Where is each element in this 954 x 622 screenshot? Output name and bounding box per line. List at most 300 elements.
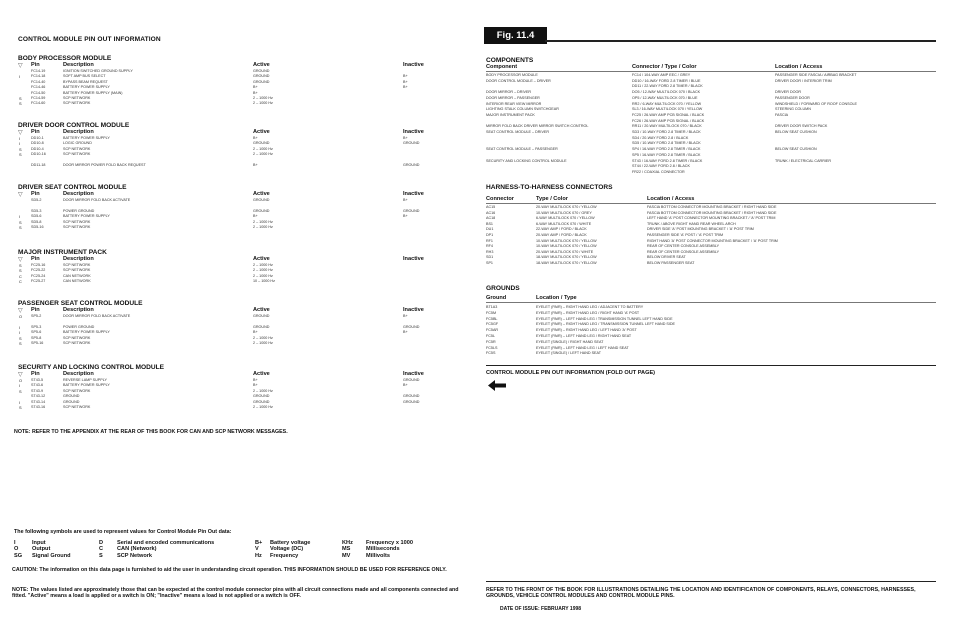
- ground-id: FC5BL: [486, 316, 498, 321]
- section-title: BODY PROCESSOR MODULE: [18, 55, 112, 62]
- row-active: B+: [253, 330, 258, 335]
- row-symbol: S: [19, 388, 22, 394]
- row-symbol: I: [19, 136, 21, 141]
- row-pin: SP5-3: [31, 324, 42, 329]
- row-active: B+: [253, 214, 258, 219]
- ground-location: EYELET (PAIR) – RIGHT HAND LEG / LEFT HAND 'A' POST: [536, 328, 637, 333]
- harness-type: 20-WAY AMP / FORD / BLACK: [536, 233, 587, 237]
- row-pin: FC25-16: [31, 263, 46, 267]
- left-page-title: CONTROL MODULE PIN OUT INFORMATION: [18, 36, 161, 43]
- harness-location: FASCIA BOTTOM CONNECTOR MOUNTING BRACKET / RIGHT HAND SIDE: [647, 210, 777, 215]
- row-pin: FC14-18: [31, 74, 46, 79]
- col-pin: Pin: [31, 371, 40, 377]
- triangle-icon: ▽: [18, 372, 23, 378]
- component-location: BELOW SEAT CUSHION: [775, 147, 817, 152]
- row-inactive: B+: [403, 330, 408, 335]
- harness-type: 10-WAY MULTILOCK 070 / GREY: [536, 210, 592, 215]
- row-pin: SP5-16: [31, 341, 44, 345]
- col-pin: Pin: [31, 256, 40, 262]
- row-inactive: B+: [403, 85, 408, 90]
- harness-location: BELOW DRIVER SEAT: [647, 255, 686, 260]
- symbol-code: I: [14, 540, 16, 546]
- row-symbol: S: [19, 335, 22, 341]
- harness-connector: DP1: [486, 233, 494, 237]
- ground-id: FC5AR: [486, 328, 499, 333]
- row-description: IGNITION SWITCHED GROUND SUPPLY: [63, 69, 133, 73]
- row-symbol: C: [19, 273, 22, 279]
- harness-type: 20-WAY MULTILOCK 070 / YELLOW: [536, 205, 597, 209]
- row-inactive: B+: [403, 79, 408, 84]
- row-symbol: S: [19, 219, 22, 225]
- symbol-code: SG: [14, 552, 23, 559]
- row-description: GROUND: [63, 399, 80, 404]
- component-location: PASSENGER DOOR: [775, 95, 810, 100]
- component-name: SEAT CONTROL MODULE – DRIVER: [486, 130, 550, 134]
- harness-type: 6-WAY MULTILOCK 070 / YELLOW: [536, 216, 595, 221]
- row-description: BATTERY POWER SUPPLY: [63, 214, 110, 219]
- triangle-icon: ▽: [18, 63, 23, 69]
- col-pin: Pin: [31, 307, 40, 313]
- figure-label: Fig. 11.4: [484, 27, 547, 44]
- row-description: SCP NETWORK: [63, 268, 91, 273]
- section-title: MAJOR INSTRUMENT PACK: [18, 249, 107, 256]
- row-inactive: GROUND: [403, 141, 420, 146]
- ground-location: EYELET (SINGLE) / RIGHT HAND SEAT: [536, 339, 604, 344]
- ground-location: EYELET (PAIR) – RIGHT HAND LEG / RIGHT HAND 'A' POST: [536, 310, 640, 315]
- header-rule: [545, 40, 936, 42]
- ground-id: FC5R: [486, 339, 496, 344]
- symbol-code: MS: [342, 546, 351, 553]
- symbol-meaning: Milliseconds: [366, 546, 400, 553]
- component-connector: DD10 / 16-WAY FORD 2.8 TIMER / BLUE: [632, 78, 701, 83]
- harness-connector: RF1: [486, 238, 493, 243]
- foldout-title: CONTROL MODULE PIN OUT INFORMATION (FOLD OUT PAGE): [486, 370, 656, 376]
- row-active: 2 – 1000 Hz: [253, 225, 273, 229]
- component-connector: ST44 / 22-WAY FORD 2.8 / BLACK: [632, 164, 690, 169]
- col-pin: Pin: [31, 62, 40, 68]
- refer-note: REFER TO THE FRONT OF THE BOOK FOR ILLUSTRATIONS DETAILING THE LOCATION AND IDENTIFICATION OF COMPONENTS, RELAYS, CONNECTORS, HARNESSES, GROUNDS, VEHICLE CONTROL MODULES AND CONTROL MODULE PINS.: [486, 587, 916, 600]
- component-location: PASSENGER SIDE FASCIA / AIRBAG BRACKET: [775, 73, 857, 77]
- symbol-meaning: Output: [32, 546, 51, 553]
- component-connector: FC25 / 26-WAY AMP PCB SIGNAL / BLACK: [632, 112, 705, 117]
- row-symbol: I: [19, 141, 21, 147]
- row-pin: DD10-8: [31, 141, 44, 146]
- row-inactive: B+: [403, 383, 408, 388]
- row-symbol: S: [19, 101, 22, 107]
- symbol-code: V: [255, 546, 259, 553]
- row-pin: FC14-40: [31, 79, 46, 84]
- component-location: TRUNK / ELECTRICAL CARRIER: [775, 158, 832, 163]
- arrow-left-icon: [488, 380, 506, 391]
- row-pin: SD5-3: [31, 208, 42, 213]
- row-pin: FC25-24: [31, 273, 46, 278]
- harness-connector: BS1: [486, 221, 493, 226]
- symbol-meaning: Frequency x 1000: [366, 540, 413, 546]
- component-connector: DD11 / 22-WAY FORD 2.8 TIMER / BLACK: [632, 84, 703, 89]
- component-name: MIRROR FOLD BACK DRIVER MIRROR SWITCH CONTROL: [486, 124, 589, 129]
- row-description: POWER GROUND: [63, 208, 95, 213]
- row-description: CAN NETWORK: [63, 273, 91, 278]
- row-symbol: S: [19, 263, 22, 268]
- row-pin: ST43-9: [31, 388, 44, 393]
- ground-id: FC5S: [486, 351, 496, 356]
- component-connector: FR22 / COAXIAL CONNECTOR: [632, 169, 685, 174]
- row-pin: ST43-5: [31, 378, 44, 382]
- row-pin: FC14-59: [31, 96, 46, 100]
- section-title: SECURITY AND LOCKING CONTROL MODULE: [18, 364, 165, 371]
- component-connector: FC14 / 104-WAY AMP EEC / GREY: [632, 73, 691, 77]
- values-note: NOTE: The values listed are approximately those that can be expected at the control module connector pins with all circuit connections made and all components connected and fitted. "Active" means a load is applied or a switch is ON; "Inactive" means a load is not applied or a switch is OFF.: [12, 587, 459, 600]
- harness-type: 10-WAY MULTILOCK 070 / YELLOW: [536, 238, 597, 243]
- row-description: SCP NETWORK: [63, 96, 91, 100]
- row-pin: DD10-4: [31, 146, 44, 151]
- harness-col-connector: Connector: [486, 196, 514, 202]
- row-inactive: GROUND: [403, 399, 420, 404]
- row-symbol: S: [19, 341, 22, 346]
- harness-connector: SD1: [486, 255, 494, 260]
- row-active: B+: [253, 90, 258, 95]
- col-description: Description: [63, 191, 94, 197]
- grounds-rule: [486, 302, 936, 303]
- triangle-icon: ▽: [18, 192, 23, 198]
- symbol-code: KHz: [342, 540, 353, 546]
- component-location: DRIVER DOOR / INTERIOR TRIM: [775, 78, 832, 83]
- symbol-meaning: SCP Network: [117, 552, 153, 559]
- row-description: SCP NETWORK: [63, 388, 91, 393]
- row-active: GROUND: [253, 394, 270, 399]
- component-connector: SD5 / 10-WAY FORD 2.8 TIMER / BLACK: [632, 141, 701, 146]
- component-connector: OP5 / 12-WAY MULTILOCK 070 / BLUE: [632, 95, 698, 100]
- row-active: 2 – 1000 Hz: [253, 405, 273, 409]
- row-active: 2 – 1000 Hz: [253, 341, 273, 345]
- symbol-code: O: [14, 546, 19, 553]
- harness-location: BELOW PASSENGER SEAT: [647, 261, 695, 265]
- component-location: WINDSHIELD / FORWARD OF ROOF CONSOLE: [775, 101, 857, 106]
- row-active: 2 – 1000 Hz: [253, 152, 273, 157]
- row-pin: FC14-46: [31, 85, 46, 90]
- harness-location: LEFT HAND 'A' POST CONNECTOR MOUNTING BRACKET / 'A' POST TRIM: [647, 216, 776, 221]
- row-active: 2 – 1000 Hz: [253, 219, 273, 224]
- harness-col-location: Location / Access: [647, 196, 695, 202]
- symbol-meaning: Frequency: [270, 552, 299, 559]
- row-inactive: GROUND: [403, 163, 420, 167]
- row-active: B+: [253, 136, 258, 140]
- row-pin: DD11-18: [31, 163, 46, 167]
- harness-location: TRUNK / ABOVE RIGHT HAND REAR WHEEL ARCH: [647, 221, 736, 226]
- harness-connector: SP1: [486, 261, 493, 265]
- row-description: SCP NETWORK: [63, 152, 91, 157]
- row-symbol: I: [19, 324, 21, 330]
- components-col-component: Component: [486, 64, 518, 70]
- col-description: Description: [63, 256, 94, 262]
- component-name: DOOR MIRROR – DRIVER: [486, 90, 532, 95]
- row-description: SCP NETWORK: [63, 146, 91, 151]
- triangle-icon: ▽: [18, 257, 23, 263]
- row-symbol: O: [19, 314, 23, 319]
- col-active: Active: [253, 129, 270, 135]
- symbol-meaning: CAN (Network): [117, 546, 157, 553]
- col-inactive: Inactive: [403, 62, 424, 68]
- harness-type: 18-WAY MULTILOCK 070 / YELLOW: [536, 255, 597, 260]
- harness-location: FASCIA BOTTOM CONNECTOR MOUNTING BRACKET / RIGHT HAND SIDE: [647, 205, 777, 209]
- harness-rule: [486, 203, 936, 204]
- row-active: GROUND: [253, 198, 270, 202]
- col-pin: Pin: [31, 129, 40, 135]
- component-name: SECURITY AND LOCKING CONTROL MODULE: [486, 158, 567, 163]
- component-connector: RR11 / 20-WAY MULTILOCK 070 / BLACK: [632, 124, 702, 129]
- component-connector: ST43 / 16-WAY FORD 2.8 TIMER / BLACK: [632, 158, 703, 163]
- ground-id: FC5M: [486, 310, 497, 315]
- component-connector: SP5 / 16-WAY FORD 2.8 TIMER / BLACK: [632, 152, 701, 157]
- row-active: B+: [253, 378, 258, 382]
- symbol-meaning: Signal Ground: [32, 552, 71, 559]
- row-description: SOFT AMP BUS SELECT: [63, 74, 106, 79]
- row-pin: ST43-14: [31, 399, 46, 404]
- component-name: MAJOR INSTRUMENT PACK: [486, 112, 535, 117]
- row-pin: FC25-22: [31, 268, 46, 273]
- ground-location: EYELET (PAIR) – RIGHT HAND LEG / ADJACENT TO BATTERY: [536, 305, 644, 309]
- row-description: GROUND: [63, 394, 80, 399]
- row-description: SCP NETWORK: [63, 405, 91, 409]
- symbol-meaning: Voltage (DC): [270, 546, 304, 553]
- row-description: BATTERY POWER SUPPLY: [63, 383, 110, 388]
- symbol-meaning: Battery voltage: [270, 540, 311, 546]
- row-pin: ST43-16: [31, 405, 46, 409]
- col-description: Description: [63, 129, 94, 135]
- harness-type: 20-WAY MULTILOCK 070 / WHITE: [536, 249, 594, 254]
- row-pin: SP5-6: [31, 330, 42, 335]
- row-description: LOGIC GROUND: [63, 141, 92, 146]
- row-description: DOOR MIRROR FOLD BACK ACTIVATE: [63, 198, 131, 202]
- row-pin: FC14-19: [31, 69, 46, 73]
- col-inactive: Inactive: [403, 191, 424, 197]
- component-location: FASCIA: [775, 112, 789, 117]
- section-title: DRIVER SEAT CONTROL MODULE: [18, 184, 127, 191]
- row-active: 2 – 1000 Hz: [253, 273, 273, 278]
- harness-connector: RH3: [486, 249, 494, 254]
- row-description: SCP NETWORK: [63, 263, 91, 267]
- row-description: BATTERY POWER SUPPLY: [63, 330, 110, 335]
- row-symbol: S: [19, 96, 22, 101]
- row-description: POWER GROUND: [63, 324, 95, 329]
- components-rule: [486, 71, 936, 72]
- row-description: SCP NETWORK: [63, 341, 91, 345]
- symbol-meaning: Serial and encoded communications: [117, 540, 215, 546]
- harness-type: 6-WAY MULTILOCK 070 / WHITE: [536, 221, 592, 226]
- harness-type: 18-WAY MULTILOCK 070 / YELLOW: [536, 261, 597, 265]
- row-symbol: C: [19, 279, 22, 285]
- component-name: BODY PROCESSOR MODULE: [486, 73, 538, 77]
- symbol-meaning: Input: [32, 540, 46, 546]
- harness-connector: RF4: [486, 244, 493, 249]
- row-inactive: GROUND: [403, 378, 420, 382]
- ground-location: EYELET (PAIR) – RIGHT HAND LEG / TRANSMISSION TUNNEL LEFT HAND SIDE: [536, 322, 675, 327]
- row-symbol: O: [19, 378, 23, 383]
- component-name: INTERIOR REAR VIEW MIRROR: [486, 101, 542, 106]
- row-inactive: B+: [403, 198, 408, 202]
- component-location: BELOW SEAT CUSHION: [775, 130, 817, 134]
- caution-text: CAUTION: The information on this data page is furnished to aid the user in understanding circuit operation. THIS INFORMATION SHOULD BE USED FOR REFERENCE ONLY.: [12, 567, 447, 573]
- row-active: 10 – 1000 Hz: [253, 279, 275, 284]
- ground-location: EYELET (PAIR) – LEFT HAND LEG / TRANSMISSION TUNNEL LEFT HAND SIDE: [536, 316, 673, 321]
- row-active: B+: [253, 163, 258, 167]
- component-connector: RR2 / 6-WAY MULTILOCK 070 / YELLOW: [632, 101, 702, 106]
- row-active: 2 – 1000 Hz: [253, 101, 273, 106]
- row-inactive: B+: [403, 214, 408, 219]
- symbol-code: D: [99, 540, 104, 546]
- col-description: Description: [63, 371, 94, 377]
- row-pin: SP5-2: [31, 314, 42, 318]
- component-name: SEAT CONTROL MODULE – PASSENGER: [486, 147, 558, 152]
- row-pin: SD5-6: [31, 214, 42, 219]
- bottom-rule: [486, 581, 936, 582]
- date-of-issue: DATE OF ISSUE: FEBRUARY 1998: [500, 606, 582, 612]
- components-col-connector: Connector / Type / Color: [632, 64, 697, 70]
- col-inactive: Inactive: [403, 307, 424, 313]
- row-active: GROUND: [253, 314, 270, 318]
- row-active: GROUND: [253, 74, 270, 79]
- row-inactive: B+: [403, 74, 408, 79]
- ground-id: FC5GF: [486, 322, 499, 327]
- component-connector: SD3 / 10-WAY FORD 2.8 TIMER / BLACK: [632, 130, 701, 134]
- ground-id: BT1A3: [486, 305, 498, 309]
- component-name: LIGHTING STALK COLUMN SWITCHGEAR: [486, 107, 559, 112]
- row-pin: DD10-16: [31, 152, 46, 157]
- grounds-title: GROUNDS: [486, 285, 520, 292]
- ground-id: FC5LS: [486, 345, 498, 350]
- triangle-icon: ▽: [18, 308, 23, 314]
- row-active: 2 – 1000 Hz: [253, 146, 273, 151]
- component-location: DRIVER DOOR: [775, 90, 802, 95]
- harness-title: HARNESS-TO-HARNESS CONNECTORS: [486, 184, 613, 191]
- component-connector: SP4 / 16-WAY FORD 2.8 TIMER / BLACK: [632, 147, 701, 152]
- grounds-col-location: Location / Type: [536, 295, 577, 301]
- row-pin: ST43-6: [31, 383, 44, 388]
- row-pin: SD5-8: [31, 219, 42, 224]
- foldout-rule: [486, 365, 936, 366]
- component-name: DOOR CONTROL MODULE – DRIVER: [486, 78, 551, 83]
- components-col-location: Location / Access: [775, 64, 823, 70]
- row-pin: ST43-12: [31, 394, 46, 399]
- row-active: GROUND: [253, 324, 270, 329]
- row-symbol: I: [19, 330, 21, 336]
- row-inactive: GROUND: [403, 394, 420, 399]
- row-active: 2 – 1000 Hz: [253, 96, 273, 100]
- harness-type: 10-WAY MULTILOCK 070 / YELLOW: [536, 244, 597, 249]
- row-active: GROUND: [253, 141, 270, 146]
- row-active: B+: [253, 383, 258, 388]
- row-description: BATTERY POWER SUPPLY: [63, 85, 110, 90]
- row-active: GROUND: [253, 79, 270, 84]
- row-description: REVERSE LAMP SUPPLY: [63, 378, 107, 382]
- row-description: BYPASS BEAM REQUEST: [63, 79, 108, 84]
- grounds-col-ground: Ground: [486, 295, 507, 301]
- harness-type: 22-WAY AMP / FORD / BLACK: [536, 227, 587, 232]
- row-description: BATTERY POWER SUPPLY: [63, 136, 110, 140]
- col-inactive: Inactive: [403, 256, 424, 262]
- row-description: CAN NETWORK: [63, 279, 91, 284]
- row-description: DOOR MIRROR POWER FOLD BACK REQUEST: [63, 163, 146, 167]
- row-pin: SP5-8: [31, 335, 42, 340]
- row-pin: SD5-16: [31, 225, 44, 229]
- row-active: B+: [253, 85, 258, 90]
- row-active: GROUND: [253, 208, 270, 213]
- symbol-code: Hz: [255, 552, 262, 559]
- components-title: COMPONENTS: [486, 57, 534, 64]
- col-description: Description: [63, 62, 94, 68]
- harness-location: RIGHT HAND 'A' POST CONNECTOR MOUNTING BRACKET / 'A' POST TRIM: [647, 238, 778, 243]
- component-connector: SL3 / 16-WAY MULTILOCK 070 / YELLOW: [632, 107, 703, 112]
- row-active: 2 – 1000 Hz: [253, 263, 273, 267]
- row-inactive: GROUND: [403, 208, 420, 213]
- col-active: Active: [253, 191, 270, 197]
- component-location: STEERING COLUMN: [775, 107, 811, 112]
- symbol-code: MV: [342, 552, 351, 559]
- row-active: 2 – 1000 Hz: [253, 335, 273, 340]
- row-pin: DD10-1: [31, 136, 44, 140]
- symbol-code: B+: [255, 540, 263, 546]
- row-pin: FC25-27: [31, 279, 46, 284]
- row-symbol: S: [19, 152, 22, 158]
- row-symbol: I: [19, 383, 21, 389]
- component-connector: SD4 / 20-WAY FORD 2.8 / BLACK: [632, 135, 689, 140]
- row-symbol: S: [19, 268, 22, 274]
- col-pin: Pin: [31, 191, 40, 197]
- harness-location: REAR OF CENTER CONSOLE ASSEMBLY: [647, 249, 720, 254]
- row-symbol: S: [19, 405, 22, 410]
- section-title: PASSENGER SEAT CONTROL MODULE: [18, 300, 143, 307]
- harness-location: DRIVER SIDE 'A' POST MOUNTING BRACKET / 'A' POST TRIM: [647, 227, 754, 232]
- row-symbol: S: [19, 225, 22, 230]
- row-active: 2 – 1000 Hz: [253, 268, 273, 273]
- ground-id: FC5L: [486, 334, 496, 338]
- harness-connector: AC15: [486, 205, 496, 209]
- row-inactive: B+: [403, 314, 408, 318]
- harness-connector: AC16: [486, 210, 496, 215]
- row-active: GROUND: [253, 69, 270, 73]
- harness-connector: DU1: [486, 227, 494, 232]
- appendix-note: NOTE: REFER TO THE APPENDIX AT THE REAR OF THIS BOOK FOR CAN AND SCP NETWORK MESSAGES.: [14, 429, 288, 435]
- row-symbol: I: [19, 214, 21, 220]
- ground-location: EYELET (SINGLE) / LEFT HAND SEAT: [536, 351, 601, 356]
- row-symbol: I: [19, 74, 21, 80]
- component-connector: DO5 / 12-WAY MULTILOCK 070 / BLACK: [632, 90, 701, 95]
- component-location: DRIVER DOOR SWITCH PACK: [775, 124, 828, 129]
- row-description: SCP NETWORK: [63, 225, 91, 229]
- ground-location: EYELET (PAIR) – LEFT HAND LEG / RIGHT HAND SEAT: [536, 334, 632, 338]
- harness-location: REAR OF CENTER CONSOLE ASSEMBLY: [647, 244, 720, 249]
- row-description: SCP NETWORK: [63, 335, 91, 340]
- section-title: DRIVER DOOR CONTROL MODULE: [18, 122, 130, 129]
- component-connector: FC26 / 26-WAY AMP PCB SIGNAL / BLACK: [632, 118, 705, 123]
- harness-col-type: Type / Color: [536, 196, 568, 202]
- row-active: GROUND: [253, 399, 270, 404]
- harness-connector: AC18: [486, 216, 496, 221]
- ground-location: EYELET (PAIR) – LEFT HAND LEG / LEFT HAND SEAT: [536, 345, 629, 350]
- component-name: DOOR MIRROR – PASSENGER: [486, 95, 540, 100]
- row-active: 2 – 1000 Hz: [253, 388, 273, 393]
- symbols-intro: The following symbols are used to represent values for Control Module Pin Out data:: [14, 529, 232, 535]
- col-active: Active: [253, 62, 270, 68]
- col-active: Active: [253, 371, 270, 377]
- col-active: Active: [253, 256, 270, 262]
- row-description: BATTERY POWER SUPPLY (MAIN): [63, 90, 123, 95]
- col-description: Description: [63, 307, 94, 313]
- row-description: SCP NETWORK: [63, 219, 91, 224]
- row-inactive: GROUND: [403, 324, 420, 329]
- triangle-icon: ▽: [18, 130, 23, 136]
- row-pin: FC14-60: [31, 101, 46, 106]
